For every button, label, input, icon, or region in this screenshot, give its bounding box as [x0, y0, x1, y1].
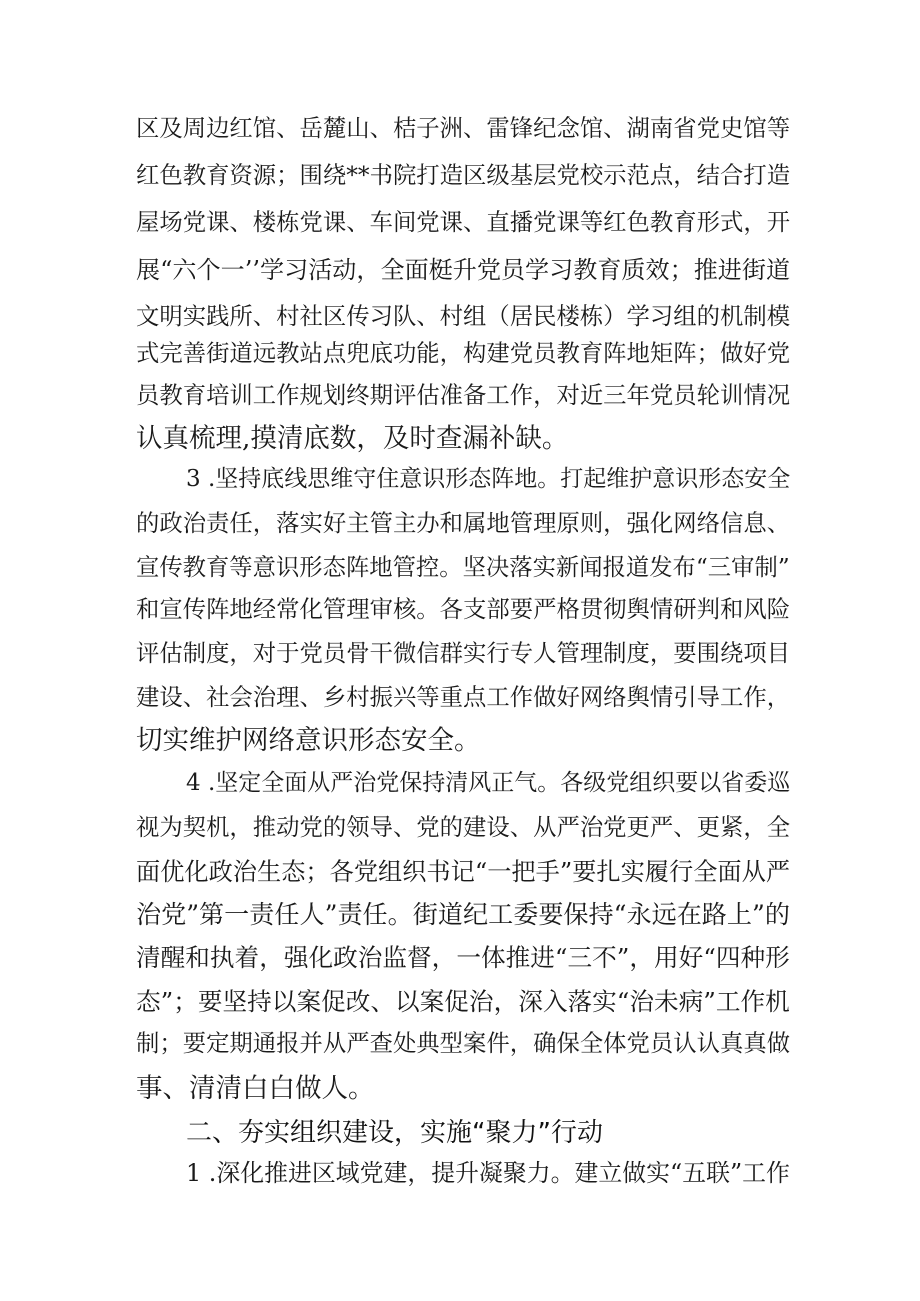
paragraph-line: 视为契机，推动党的领导、党的建设、从严治党更严、更紧，全 [136, 813, 791, 841]
paragraph-line: 建设、社会治理、乡村振兴等重点工作做好网络舆情引导工作， [136, 683, 791, 711]
paragraph-line: 治党”第一责任人”责任。街道纪工委要保持“永远在路上”的 [136, 900, 790, 929]
paragraph-line: 评估制度，对于党员骨干微信群实行专人管理制度，要围绕项目 [136, 639, 791, 667]
item-3-heading-line: 3 .坚持底线思维守住意识形态阵地。打起维护意识形态安全 [186, 466, 791, 492]
paragraph-line: 事、清清白白做人。 [136, 1073, 375, 1104]
paragraph-line: 清醒和执着，强化政治监督，一体推进“三不”，用好“四种形 [136, 943, 790, 972]
paragraph-line: 和宣传阵地经常化管理审核。各支部要严格贯彻舆情研判和风险 [136, 595, 791, 623]
paragraph-line: 红色教育资源；围绕**书院打造区级基层党校示范点，结合打造 [136, 161, 791, 189]
paragraph-line: 式完善街道远教站点兜底功能，构建党员教育阵地矩阵；做好党 [136, 339, 791, 367]
paragraph-line: 区及周边红馆、岳麓山、桔子洲、雷锋纪念馆、湖南省党史馆等 [136, 114, 791, 142]
paragraph-line: 展“六个一’’学习活动，全面梃升党员学习教育质效；推进街道 [136, 256, 791, 284]
paragraph-line: 态”；要坚持以案促改、以案促治，深入落实“治未病”工作机 [136, 987, 790, 1016]
paragraph-line: 切实维护网络意识形态安全。 [136, 725, 481, 756]
paragraph-line: 文明实践所、村社区传习队、村组（居民楼栋）学习组的机制模 [136, 302, 791, 330]
paragraph-line: 宣传教育等意识形态阵地管控。坚决落实新闻报道发布“三审制” [136, 553, 790, 581]
paragraph-line: 员教育培训工作规划终期评估准备工作，对近三年党员轮训情况 [136, 381, 791, 409]
paragraph-line: 认真梳理,摸清底数，及时查漏补缺。 [136, 423, 569, 454]
item-1-heading-line: 1 .深化推进区域党建，提升凝聚力。建立做实“五联”工作 [186, 1159, 790, 1187]
paragraph-line: 的政治责任，落实好主管主办和属地管理原则，强化网络信息、 [136, 509, 791, 537]
item-4-heading-line: 4 .坚定全面从严治党保持清风正气。各级党组织要以省委巡 [186, 770, 791, 796]
paragraph-line: 屋场党课、楼栋党课、车间党课、直播党课等红色教育形式，开 [136, 208, 791, 236]
paragraph-line: 制；要定期通报并从严查处典型案件，确保全体党员认认真真做 [136, 1029, 791, 1057]
paragraph-line: 面优化政治生态；各党组织书记“一把手”要扎实履行全面从严 [136, 858, 791, 886]
section-heading: 二、夯实组织建设，实施“聚力”行动 [186, 1118, 603, 1148]
